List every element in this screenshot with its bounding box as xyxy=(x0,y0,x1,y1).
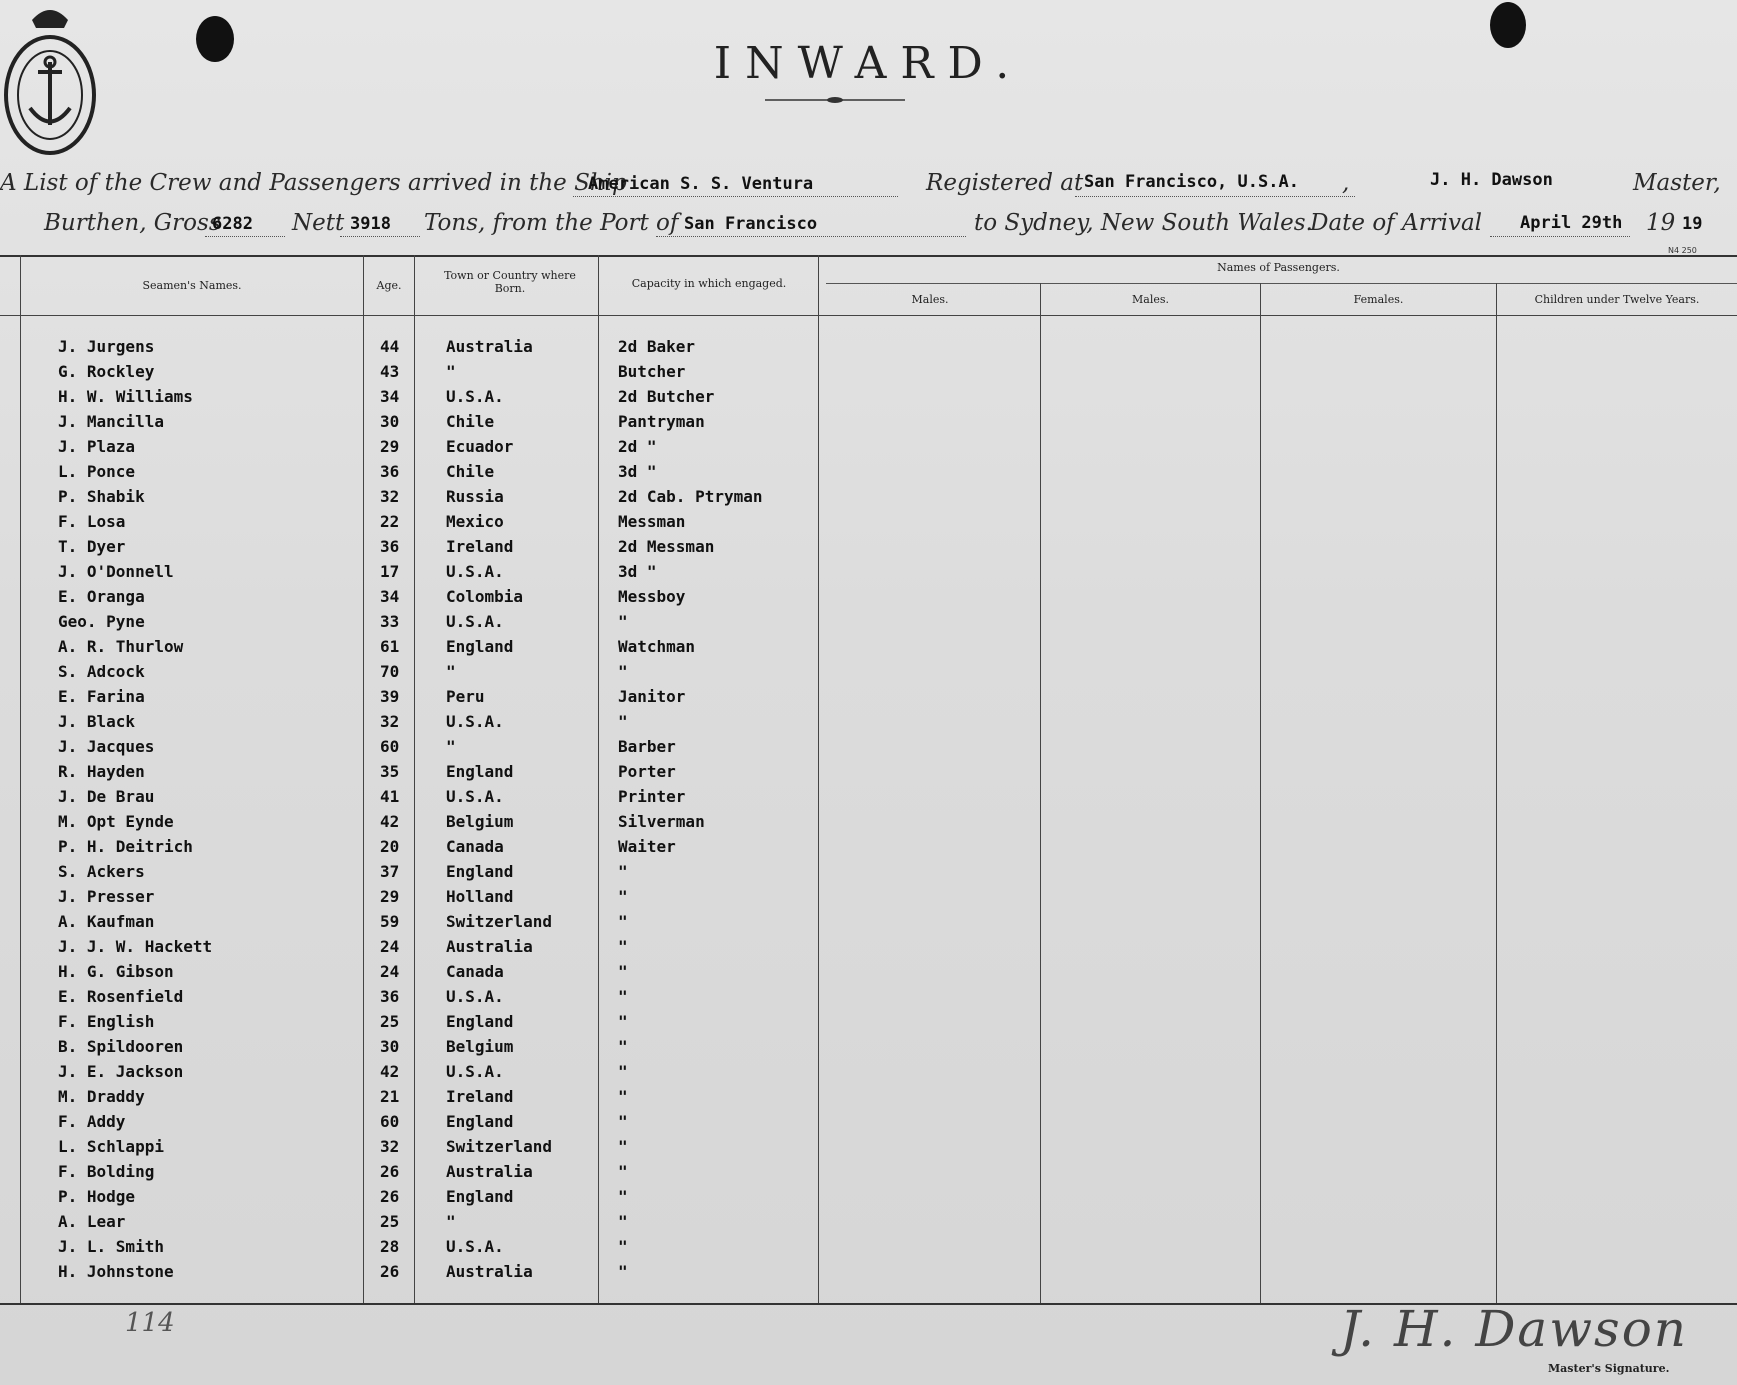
crew-birthplace: Belgium xyxy=(446,812,514,831)
crew-age: 26 xyxy=(380,1162,400,1181)
table-row xyxy=(0,460,1737,485)
crew-name: M. Draddy xyxy=(58,1087,145,1106)
crew-birthplace: England xyxy=(446,1112,514,1131)
date-dotted-line xyxy=(1490,236,1630,237)
crew-capacity: " xyxy=(618,1137,628,1156)
passenger-subheader-rule xyxy=(826,283,1737,284)
table-row xyxy=(0,660,1737,685)
crew-age: 22 xyxy=(380,512,400,531)
crew-capacity: Butcher xyxy=(618,362,686,381)
crew-birthplace: Chile xyxy=(446,412,495,431)
crew-name: B. Spildooren xyxy=(58,1037,184,1056)
crew-age: 43 xyxy=(380,362,400,381)
crew-name: T. Dyer xyxy=(58,537,126,556)
header-passengers: Names of Passengers. xyxy=(1217,261,1340,274)
burthen-label: Burthen, Gross xyxy=(44,210,221,236)
crew-capacity: " xyxy=(618,1037,628,1056)
crew-age: 32 xyxy=(380,712,400,731)
crew-birthplace: Chile xyxy=(446,462,495,481)
crew-name: F. English xyxy=(58,1012,155,1031)
crew-age: 70 xyxy=(380,662,400,681)
crew-capacity: 2d " xyxy=(618,437,657,456)
crew-age: 42 xyxy=(380,812,400,831)
table-row xyxy=(0,785,1737,810)
crew-name: J. L. Smith xyxy=(58,1237,164,1256)
master-label: Master, xyxy=(1633,170,1721,196)
table-header-rule xyxy=(0,315,1737,316)
ship-name: American S. S. Ventura xyxy=(588,174,814,194)
crew-age: 41 xyxy=(380,787,400,806)
crew-age: 24 xyxy=(380,937,400,956)
crew-capacity: " xyxy=(618,1062,628,1081)
table-row xyxy=(0,1160,1737,1185)
table-row xyxy=(0,910,1737,935)
crew-birthplace: Canada xyxy=(446,962,504,981)
nett-tons: 3918 xyxy=(350,214,391,234)
crew-capacity: 2d Baker xyxy=(618,337,696,356)
crew-age: 20 xyxy=(380,837,400,856)
crew-capacity: Silverman xyxy=(618,812,705,831)
crew-name: P. H. Deitrich xyxy=(58,837,193,856)
form-number: N4 250 xyxy=(1668,246,1697,255)
gross-dotted-line xyxy=(205,236,285,237)
table-row xyxy=(0,1235,1737,1260)
crew-birthplace: " xyxy=(446,1212,456,1231)
table-row xyxy=(0,835,1737,860)
crew-name: J. De Brau xyxy=(58,787,155,806)
table-row xyxy=(0,1185,1737,1210)
crew-age: 36 xyxy=(380,987,400,1006)
table-row xyxy=(0,610,1737,635)
crew-capacity: Pantryman xyxy=(618,412,705,431)
crew-birthplace: U.S.A. xyxy=(446,712,504,731)
crew-capacity: Printer xyxy=(618,787,686,806)
crew-name: F. Addy xyxy=(58,1112,126,1131)
crew-name: F. Bolding xyxy=(58,1162,155,1181)
crew-age: 21 xyxy=(380,1087,400,1106)
crew-capacity: " xyxy=(618,1012,628,1031)
crew-capacity: " xyxy=(618,862,628,881)
table-row xyxy=(0,510,1737,535)
handwritten-count: 114 xyxy=(125,1308,175,1338)
crew-birthplace: England xyxy=(446,1187,514,1206)
table-row xyxy=(0,485,1737,510)
signature-label: Master's Signature. xyxy=(1548,1362,1670,1375)
crew-capacity: " xyxy=(618,1262,628,1281)
crew-capacity: Barber xyxy=(618,737,676,756)
crew-table xyxy=(0,255,1737,1305)
table-row xyxy=(0,985,1737,1010)
crew-birthplace: Colombia xyxy=(446,587,524,606)
crew-age: 28 xyxy=(380,1237,400,1256)
crew-name: Geo. Pyne xyxy=(58,612,145,631)
nett-dotted-line xyxy=(340,236,420,237)
crew-age: 26 xyxy=(380,1262,400,1281)
crew-capacity: " xyxy=(618,1187,628,1206)
crew-name: P. Shabik xyxy=(58,487,145,506)
crew-age: 25 xyxy=(380,1212,400,1231)
crew-birthplace: Switzerland xyxy=(446,1137,552,1156)
table-row xyxy=(0,760,1737,785)
crew-age: 36 xyxy=(380,462,400,481)
crew-name: H. W. Williams xyxy=(58,387,193,406)
crew-name: E. Oranga xyxy=(58,587,145,606)
crew-age: 59 xyxy=(380,912,400,931)
year-suffix: 19 xyxy=(1682,214,1703,234)
crew-name: R. Hayden xyxy=(58,762,145,781)
crew-birthplace: U.S.A. xyxy=(446,787,504,806)
crew-name: J. Jacques xyxy=(58,737,155,756)
crew-birthplace: U.S.A. xyxy=(446,987,504,1006)
table-row xyxy=(0,335,1737,360)
crew-birthplace: Ireland xyxy=(446,1087,514,1106)
crew-birthplace: U.S.A. xyxy=(446,1062,504,1081)
crew-capacity: " xyxy=(618,1087,628,1106)
registered-comma: , xyxy=(1342,170,1350,196)
date-label: Date of Arrival xyxy=(1310,210,1483,236)
crew-capacity: " xyxy=(618,987,628,1006)
table-row xyxy=(0,935,1737,960)
table-row xyxy=(0,685,1737,710)
crew-birthplace: England xyxy=(446,862,514,881)
crew-capacity: " xyxy=(618,1162,628,1181)
table-row xyxy=(0,860,1737,885)
table-row xyxy=(0,410,1737,435)
table-row xyxy=(0,1085,1737,1110)
crew-name: J. O'Donnell xyxy=(58,562,174,581)
crew-capacity: Porter xyxy=(618,762,676,781)
crew-capacity: " xyxy=(618,662,628,681)
crew-birthplace: U.S.A. xyxy=(446,612,504,631)
table-row xyxy=(0,735,1737,760)
crew-age: 60 xyxy=(380,737,400,756)
crew-name: P. Hodge xyxy=(58,1187,136,1206)
crew-capacity: 2d Cab. Ptryman xyxy=(618,487,763,506)
crew-age: 32 xyxy=(380,1137,400,1156)
header-children: Children under Twelve Years. xyxy=(1534,293,1700,306)
crew-name: A. Kaufman xyxy=(58,912,155,931)
header-seamens-names: Seamen's Names. xyxy=(142,279,242,292)
crew-age: 36 xyxy=(380,537,400,556)
crew-capacity: 3d " xyxy=(618,462,657,481)
crew-name: J. Presser xyxy=(58,887,155,906)
gross-tons: 6282 xyxy=(212,214,253,234)
crew-birthplace: " xyxy=(446,362,456,381)
master-signature: J. H. Dawson xyxy=(1340,1300,1688,1358)
header-males-1: Males. xyxy=(911,293,949,306)
table-row xyxy=(0,635,1737,660)
crew-age: 37 xyxy=(380,862,400,881)
destination-label: to Sydney, New South Wales. xyxy=(974,210,1313,236)
header-age: Age. xyxy=(376,279,402,292)
table-row xyxy=(0,810,1737,835)
crew-name: L. Ponce xyxy=(58,462,136,481)
crew-capacity: " xyxy=(618,887,628,906)
crew-capacity: " xyxy=(618,912,628,931)
crew-capacity: Waiter xyxy=(618,837,676,856)
crew-age: 24 xyxy=(380,962,400,981)
crew-age: 26 xyxy=(380,1187,400,1206)
table-row xyxy=(0,1035,1737,1060)
nett-label: Nett xyxy=(292,210,345,236)
crew-capacity: " xyxy=(618,1237,628,1256)
header-males-2: Males. xyxy=(1132,293,1169,306)
crew-name: H. Johnstone xyxy=(58,1262,174,1281)
table-row xyxy=(0,960,1737,985)
crew-age: 60 xyxy=(380,1112,400,1131)
crew-name: J. J. W. Hackett xyxy=(58,937,213,956)
crew-birthplace: Australia xyxy=(446,1262,533,1281)
registered-at: San Francisco, U.S.A. xyxy=(1084,172,1299,192)
crew-birthplace: Mexico xyxy=(446,512,504,531)
table-row xyxy=(0,1135,1737,1160)
table-row xyxy=(0,1060,1737,1085)
crew-name: L. Schlappi xyxy=(58,1137,164,1156)
crew-birthplace: Russia xyxy=(446,487,504,506)
crew-age: 61 xyxy=(380,637,400,656)
header-line1-prefix: A List of the Crew and Passengers arrived in the Ship xyxy=(0,170,627,196)
header-females: Females. xyxy=(1353,293,1404,306)
crew-age: 34 xyxy=(380,387,400,406)
arrival-date: April 29th xyxy=(1520,213,1623,233)
crew-capacity: " xyxy=(618,1112,628,1131)
table-row xyxy=(0,1210,1737,1235)
crew-name: J. Plaza xyxy=(58,437,136,456)
crew-name: M. Opt Eynde xyxy=(58,812,174,831)
crew-name: E. Rosenfield xyxy=(58,987,184,1006)
year-prefix: 19 xyxy=(1646,210,1676,236)
crew-birthplace: Australia xyxy=(446,337,533,356)
table-row xyxy=(0,535,1737,560)
header-born: Town or Country where Born. xyxy=(444,269,576,295)
crew-birthplace: U.S.A. xyxy=(446,387,504,406)
crew-name: F. Losa xyxy=(58,512,126,531)
crew-age: 32 xyxy=(380,487,400,506)
crew-name: S. Adcock xyxy=(58,662,145,681)
registered-dotted-line xyxy=(1075,196,1355,197)
master-name: J. H. Dawson xyxy=(1430,170,1553,190)
page-title: INWARD. xyxy=(713,38,1024,89)
crew-age: 39 xyxy=(380,687,400,706)
crew-age: 17 xyxy=(380,562,400,581)
crew-name: G. Rockley xyxy=(58,362,155,381)
table-row xyxy=(0,710,1737,735)
crew-name: J. Jurgens xyxy=(58,337,155,356)
crew-age: 44 xyxy=(380,337,400,356)
crew-birthplace: U.S.A. xyxy=(446,1237,504,1256)
crew-age: 33 xyxy=(380,612,400,631)
crew-name: J. Black xyxy=(58,712,136,731)
crew-name: E. Farina xyxy=(58,687,145,706)
port-name: San Francisco xyxy=(684,214,818,234)
crew-birthplace: England xyxy=(446,762,514,781)
crew-name: J. Mancilla xyxy=(58,412,164,431)
crew-birthplace: Peru xyxy=(446,687,485,706)
crew-birthplace: Ireland xyxy=(446,537,514,556)
crew-birthplace: U.S.A. xyxy=(446,562,504,581)
crew-name: S. Ackers xyxy=(58,862,145,881)
crew-capacity: " xyxy=(618,712,628,731)
crew-capacity: 2d Butcher xyxy=(618,387,715,406)
table-row xyxy=(0,560,1737,585)
header-capacity: Capacity in which engaged. xyxy=(631,277,787,290)
crew-birthplace: Canada xyxy=(446,837,504,856)
crew-birthplace: Australia xyxy=(446,937,533,956)
crew-age: 30 xyxy=(380,1037,400,1056)
tons-label: Tons, from the Port of xyxy=(424,210,679,236)
crew-age: 42 xyxy=(380,1062,400,1081)
crew-age: 34 xyxy=(380,587,400,606)
crew-age: 35 xyxy=(380,762,400,781)
crew-name: A. Lear xyxy=(58,1212,126,1231)
crew-birthplace: " xyxy=(446,662,456,681)
crew-capacity: Messman xyxy=(618,512,686,531)
crew-name: H. G. Gibson xyxy=(58,962,174,981)
crew-birthplace: England xyxy=(446,637,514,656)
crew-age: 29 xyxy=(380,437,400,456)
crew-capacity: 2d Messman xyxy=(618,537,715,556)
crew-capacity: " xyxy=(618,1212,628,1231)
crew-birthplace: Holland xyxy=(446,887,514,906)
crew-capacity: " xyxy=(618,612,628,631)
crew-capacity: Janitor xyxy=(618,687,686,706)
crew-capacity: " xyxy=(618,937,628,956)
table-row xyxy=(0,1260,1737,1285)
ship-dotted-line xyxy=(573,196,898,197)
crew-capacity: Watchman xyxy=(618,637,696,656)
crew-birthplace: Switzerland xyxy=(446,912,552,931)
crew-birthplace: Belgium xyxy=(446,1037,514,1056)
port-dotted-line xyxy=(656,236,966,237)
registered-label: Registered at xyxy=(926,170,1084,196)
crew-capacity: " xyxy=(618,962,628,981)
table-row xyxy=(0,435,1737,460)
crew-name: A. R. Thurlow xyxy=(58,637,184,656)
table-row xyxy=(0,885,1737,910)
crew-age: 25 xyxy=(380,1012,400,1031)
crew-birthplace: " xyxy=(446,737,456,756)
crew-birthplace: England xyxy=(446,1012,514,1031)
crew-capacity: Messboy xyxy=(618,587,686,606)
crew-capacity: 3d " xyxy=(618,562,657,581)
title-ornament-icon xyxy=(765,94,905,106)
table-row xyxy=(0,1110,1737,1135)
table-row xyxy=(0,360,1737,385)
crew-birthplace: Ecuador xyxy=(446,437,514,456)
table-row xyxy=(0,385,1737,410)
crew-age: 29 xyxy=(380,887,400,906)
crew-name: J. E. Jackson xyxy=(58,1062,184,1081)
table-row xyxy=(0,585,1737,610)
crew-birthplace: Australia xyxy=(446,1162,533,1181)
table-top-rule xyxy=(0,255,1737,257)
crew-age: 30 xyxy=(380,412,400,431)
table-row xyxy=(0,1010,1737,1035)
